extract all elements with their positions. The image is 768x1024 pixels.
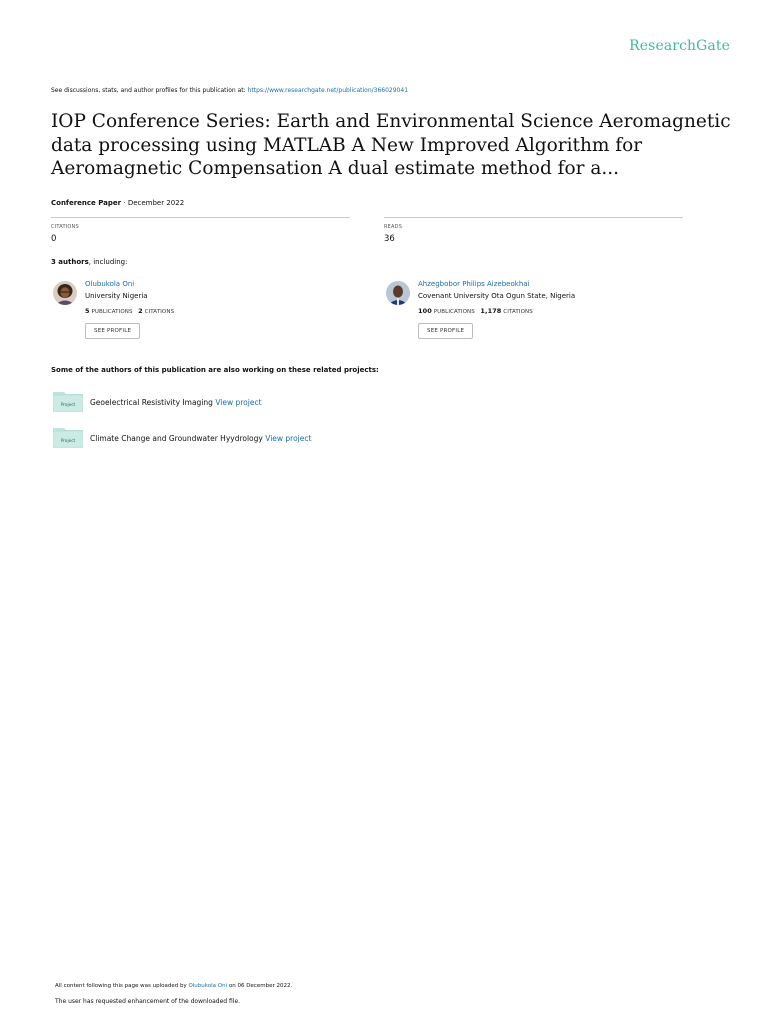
author-2-avatar[interactable]: [386, 281, 410, 305]
discussion-notice: [51, 87, 408, 94]
author-2-citations-label: CITATIONS: [503, 309, 533, 315]
discussion-notice-text: See discussions, stats, and author profiles for this publication at:: [51, 87, 246, 94]
project-1-icon-label: Project: [60, 402, 76, 407]
project-1-icon: [53, 390, 83, 416]
author-1-publications-count: 5: [85, 307, 90, 315]
upload-notice: [55, 983, 292, 989]
uploader-link[interactable]: Olubukola Oni: [188, 983, 228, 989]
author-1-institution: University Nigeria: [85, 292, 148, 300]
author-2-publications-label: PUBLICATIONS: [433, 309, 475, 315]
authors-count: 3 authors: [51, 258, 89, 266]
researchgate-logo[interactable]: ResearchGate: [629, 38, 730, 54]
publication-url-link[interactable]: https://www.researchgate.net/publication/366029041: [247, 87, 409, 94]
project-folder-icon: [53, 426, 83, 448]
publication-title: IOP Conference Series: Earth and Environmental Science Aeromagnetic data processing using MATLAB A New Improved Algorithm for Aeromagnetic Compensation A dual estimate method for a...: [51, 111, 731, 179]
upload-suffix: on 06 December 2022.: [228, 983, 293, 989]
project-2-name: Climate Change and Groundwater Hyydrology: [90, 434, 263, 443]
project-2-icon-label: Project: [60, 438, 76, 443]
reads-label: READS: [384, 224, 403, 230]
enhancement-notice: The user has requested enhancement of the downloaded file.: [55, 998, 241, 1005]
publication-date: December 2022: [127, 199, 185, 207]
reads-value: 36: [384, 234, 395, 244]
related-projects-heading: Some of the authors of this publication are also working on these related projects:: [51, 366, 379, 374]
citations-value: 0: [51, 234, 57, 244]
author-1-citations-label: CITATIONS: [144, 309, 175, 315]
author-1-publications-label: PUBLICATIONS: [91, 309, 133, 315]
project-folder-icon: [53, 390, 83, 412]
author-1-counts: [85, 307, 174, 315]
project-1-row: [90, 398, 262, 407]
person-photo-icon: [53, 281, 77, 305]
citations-divider: [51, 217, 350, 218]
project-1-view-link[interactable]: View project: [215, 398, 262, 407]
author-2-see-profile-button[interactable]: SEE PROFILE: [418, 323, 473, 339]
project-2-row: [90, 434, 311, 443]
project-1-name: Geoelectrical Resistivity Imaging: [90, 398, 213, 407]
author-1-name[interactable]: Olubukola Oni: [85, 280, 135, 288]
project-2-view-link[interactable]: View project: [265, 434, 312, 443]
upload-prefix: All content following this page was uploaded by: [55, 983, 187, 989]
author-2-name[interactable]: Ahzegbobor Philips Aizebeokhai: [418, 280, 530, 288]
reads-divider: [384, 217, 683, 218]
author-1-avatar[interactable]: [53, 281, 77, 305]
publication-meta: [51, 199, 184, 207]
author-2-institution: Covenant University Ota Ogun State, Nigeria: [418, 292, 576, 300]
citations-label: CITATIONS: [51, 224, 79, 230]
author-2-counts: [418, 307, 533, 315]
project-2-icon: [53, 426, 83, 452]
meta-separator: ·: [121, 199, 128, 207]
publication-type: Conference Paper: [51, 199, 122, 207]
authors-suffix: , including:: [88, 258, 128, 266]
person-photo-icon: [386, 281, 410, 305]
authors-heading: [51, 258, 127, 266]
author-1-citations-count: 2: [138, 307, 143, 315]
author-2-publications-count: 100: [418, 307, 432, 315]
author-2-citations-count: 1,178: [480, 307, 502, 315]
author-1-see-profile-button[interactable]: SEE PROFILE: [85, 323, 140, 339]
